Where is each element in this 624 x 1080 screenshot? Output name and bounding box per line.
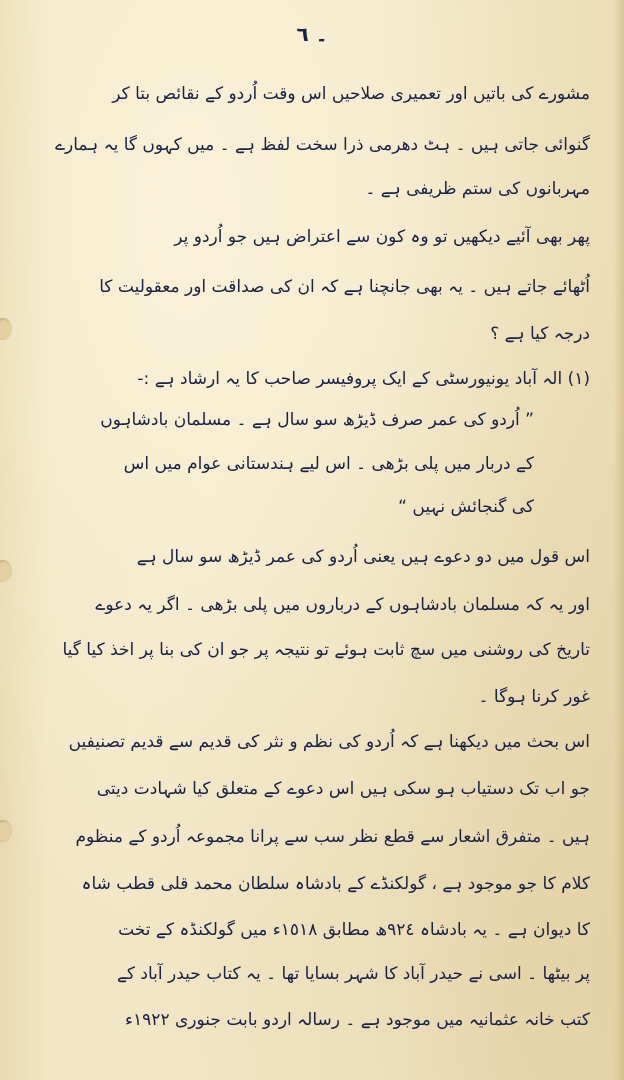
- page-number: ۔ ٦: [296, 22, 328, 46]
- binding-hole: [0, 560, 12, 582]
- text-line: جو اب تک دستیاب ہو سکی ہیں اس دعوے کے متعلق کیا شہادت دیتی: [96, 779, 590, 799]
- text-line: اُٹھائے جاتے ہیں ۔ یہ بھی جانچنا ہے کہ ان کی صداقت اور معقولیت کا: [99, 277, 590, 297]
- text-line: غور کرنا ہوگا ۔: [478, 687, 590, 707]
- text-line: پر بیٹھا ۔ اسی نے حیدر آباد کا شہر بسایا تھا ۔ یہ کتاب حیدر آباد کے: [116, 964, 590, 984]
- binding-hole: [0, 318, 12, 340]
- page-edge-shadow: [614, 0, 624, 1080]
- text-line: کا دیوان ہے ۔ یہ بادشاہ ٩٢٤ھ مطابق ١٥١٨ء میں گولکنڈہ کے تخت: [118, 920, 590, 940]
- text-line: کلام کا جو موجود ہے ، گولکنڈے کے بادشاہ سلطان محمد قلی قطب شاہ: [81, 874, 590, 894]
- text-line: ہیں ۔ متفرق اشعار سے قطع نظر سب سے پرانا مجموعہ اُردو کے منظوم: [75, 827, 590, 847]
- text-line: اور یہ کہ مسلمان بادشاہوں کے درباروں میں پلی بڑھی ۔ اگر یہ دعوے: [95, 595, 590, 615]
- text-line: پھر بھی آئیے دیکھیں تو وہ کون سے اعتراض ہیں جو اُردو پر: [174, 227, 590, 247]
- text-line: کتب خانہ عثمانیہ میں موجود ہے ۔ رسالہ اردو بابت جنوری ١٩٢٢ء: [125, 1010, 590, 1030]
- text-line: درجہ کیا ہے ؟: [490, 324, 590, 344]
- text-line: اس بحث میں دیکھنا ہے کہ اُردو کی نظم و نثر کی قدیم سے قدیم تصنیفیں: [68, 732, 590, 752]
- quote-line: کی گنجائش نہیں “: [398, 497, 534, 517]
- text-line: گنوائی جاتی ہیں ۔ ہٹ دھرمی ذرا سخت لفظ ہے ۔ میں کہوں گا یہ ہمارے: [55, 135, 590, 155]
- text-line: مہربانوں کی ستم ظریفی ہے ۔: [365, 179, 590, 199]
- binding-hole: [0, 820, 12, 842]
- text-line: مشورے کی باتیں اور تعمیری صلاحیں اس وقت اُردو کے نقائص بتا کر: [112, 84, 590, 104]
- quote-line: کے دربار میں پلی بڑھی ۔ اس لیے ہندستانی عوام میں اس: [123, 454, 534, 474]
- text-line: (١) الہ آباد یونیورسٹی کے ایک پروفیسر صاحب کا یہ ارشاد ہے :-: [137, 369, 590, 389]
- text-line: اس قول میں دو دعوے ہیں یعنی اُردو کی عمر ڈیڑھ سو سال ہے: [136, 547, 590, 567]
- quote-line: ” اُردو کی عمر صرف ڈیڑھ سو سال ہے ۔ مسلمان بادشاہوں: [100, 410, 534, 430]
- text-line: تاریخ کی روشنی میں سچ ثابت ہوئے تو نتیجہ پر جو ان کی بنا پر اخذ کیا گیا: [62, 640, 590, 660]
